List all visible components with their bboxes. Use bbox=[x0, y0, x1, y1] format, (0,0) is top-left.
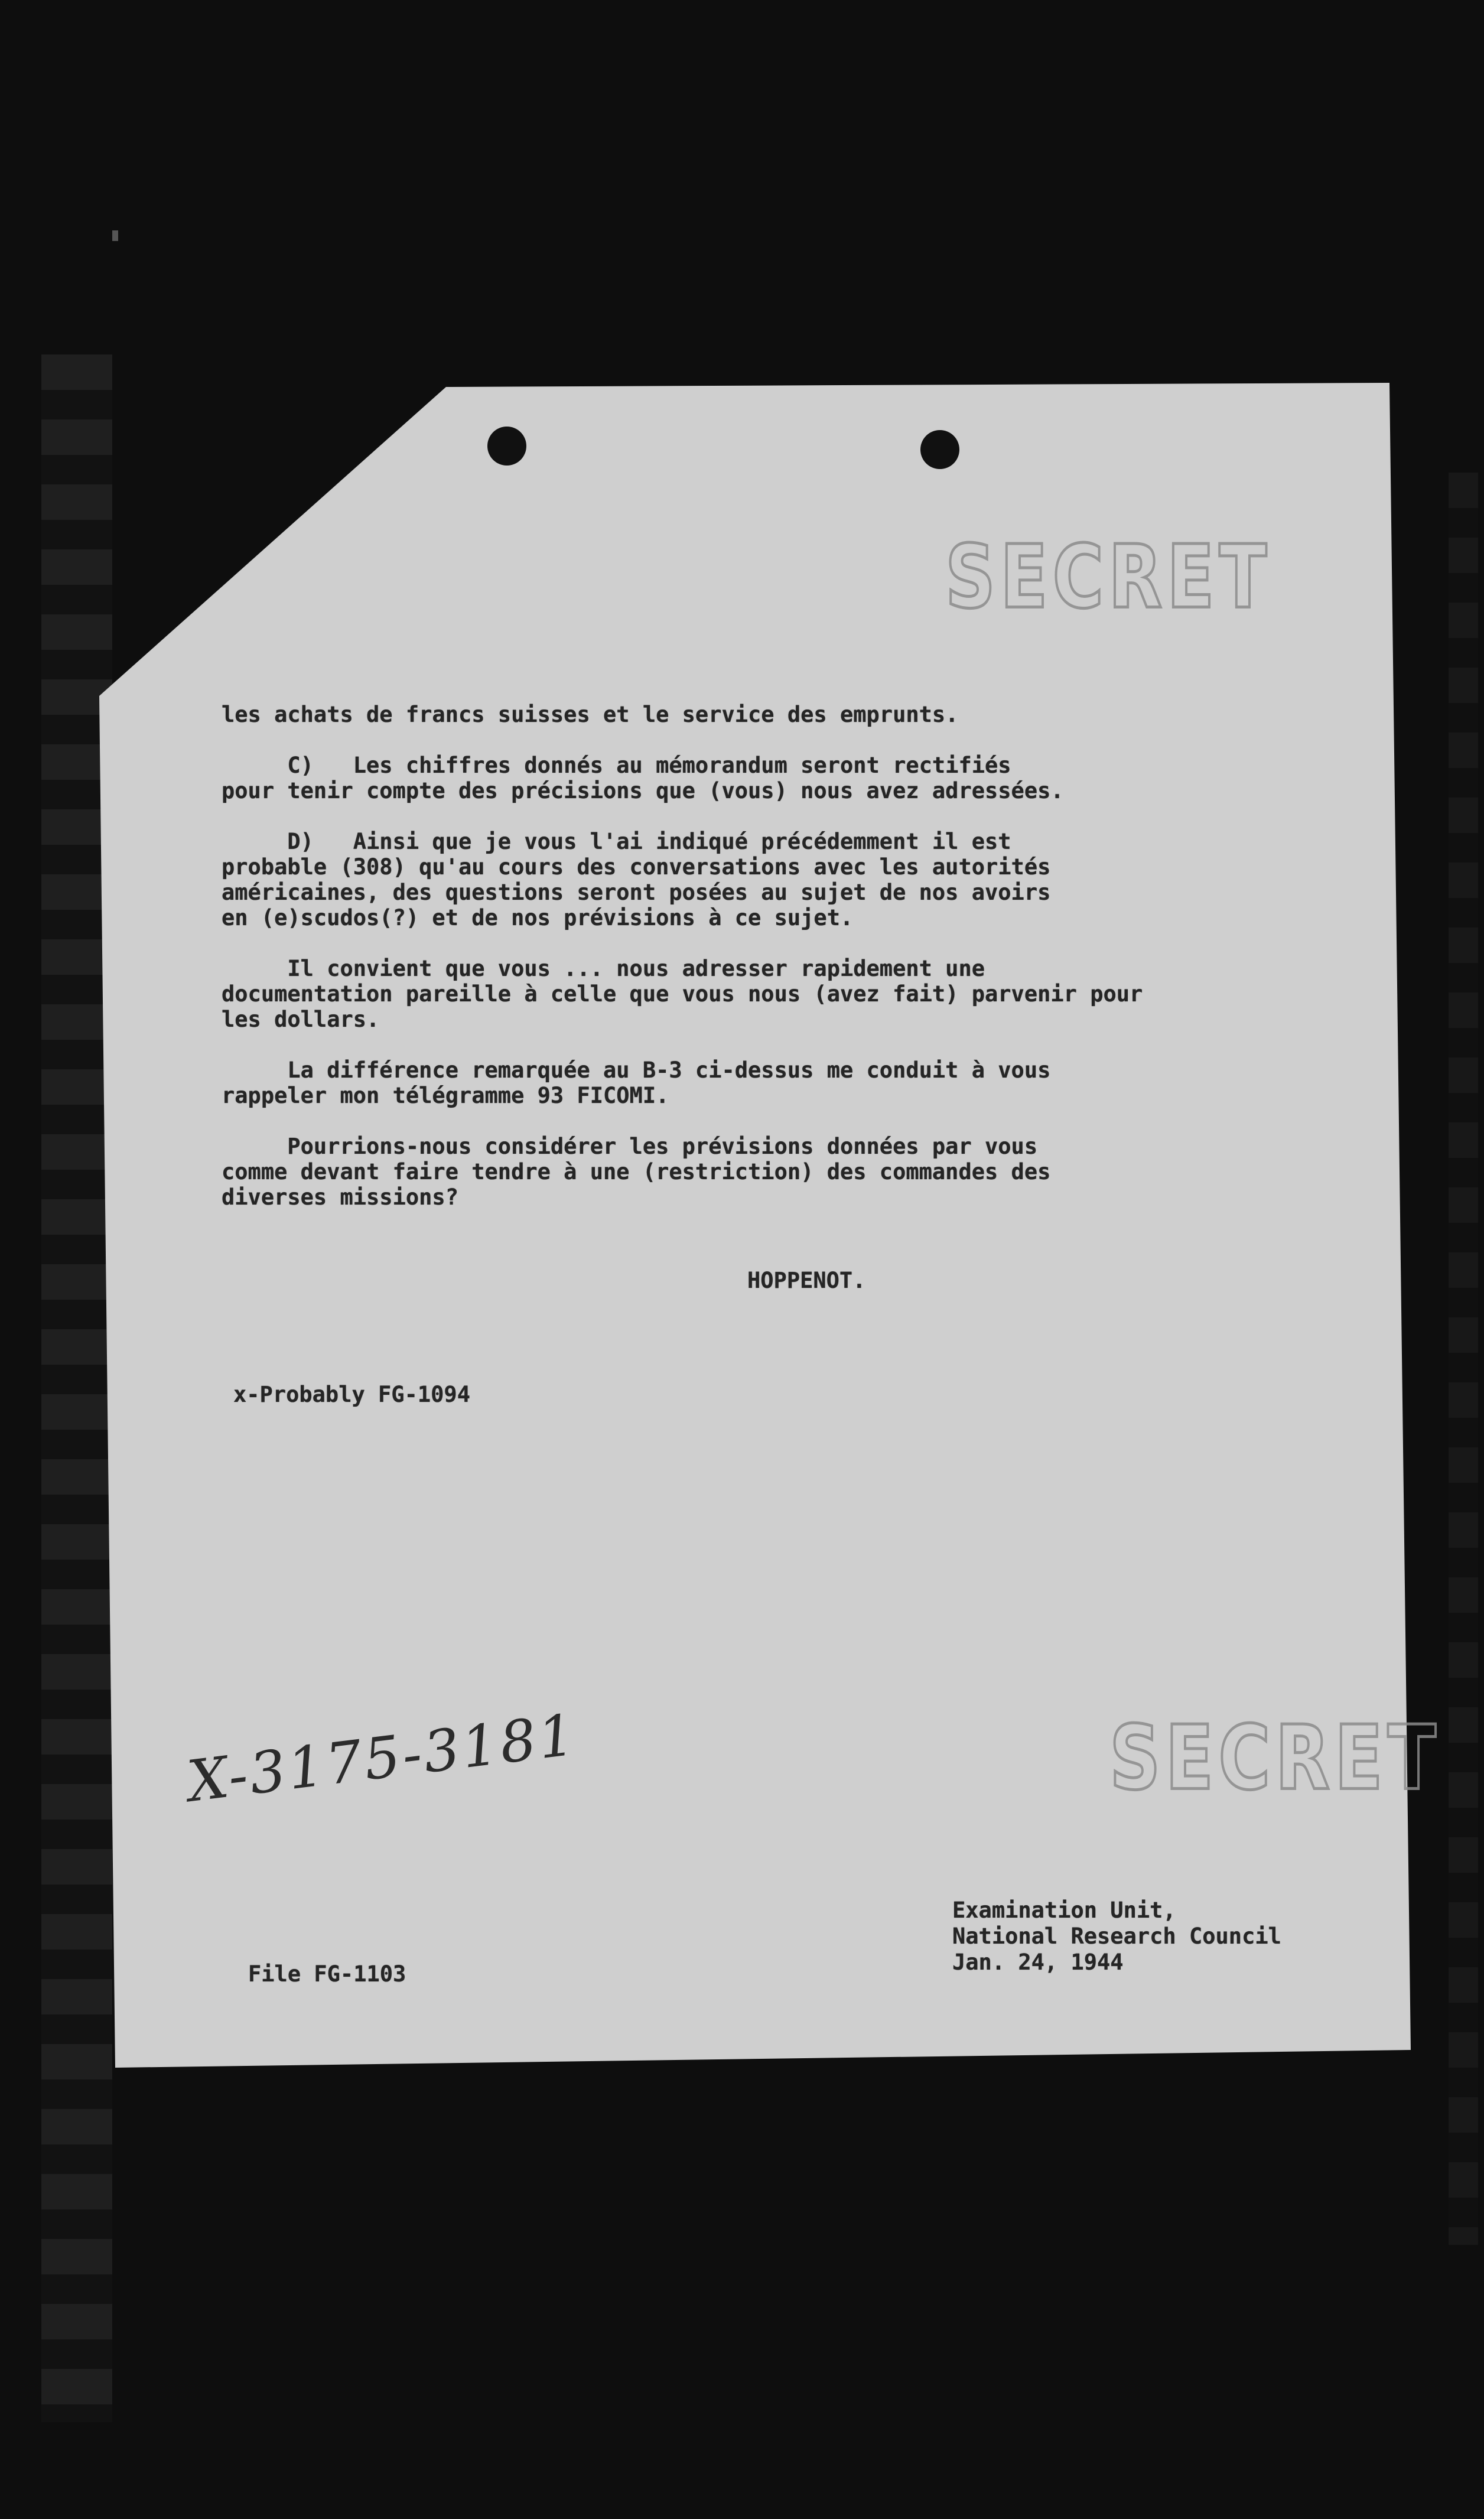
body-line: américaines, des questions seront posées au sujet de nos avoirs bbox=[222, 880, 1051, 905]
body-line: La différence remarquée au B-3 ci-dessus me conduit à vous bbox=[222, 1057, 1051, 1083]
secret-stamp-bottom: SECRET bbox=[1109, 1707, 1441, 1810]
handwritten-reference: X-3175-3181 bbox=[184, 1701, 581, 1815]
footnote: x-Probably FG-1094 bbox=[233, 1382, 470, 1407]
body-line: documentation pareille à celle que vous nous (avez fait) parvenir pour bbox=[222, 981, 1143, 1007]
body-line: rappeler mon télégramme 93 FICOMI. bbox=[222, 1083, 669, 1108]
punch-hole bbox=[920, 430, 959, 469]
attribution-council: National Research Council bbox=[952, 1924, 1281, 1949]
body-line: les achats de francs suisses et le service des emprunts. bbox=[222, 702, 959, 727]
body-line: Pourrions-nous considérer les prévisions données par vous bbox=[222, 1134, 1038, 1159]
body-line: probable (308) qu'au cours des conversations avec les autorités bbox=[222, 854, 1051, 880]
body-line: diverses missions? bbox=[222, 1184, 458, 1210]
secret-stamp-top: SECRET bbox=[945, 526, 1272, 628]
signature: HOPPENOT. bbox=[747, 1268, 866, 1293]
body-line: Il convient que vous ... nous adresser rapidement une bbox=[222, 956, 985, 981]
punch-hole bbox=[487, 427, 526, 466]
attribution-date: Jan. 24, 1944 bbox=[952, 1950, 1124, 1975]
film-edge-left bbox=[41, 354, 112, 2422]
body-line: en (e)scudos(?) et de nos prévisions à ce sujet. bbox=[222, 905, 854, 930]
film-edge-right bbox=[1449, 473, 1478, 2245]
file-reference: File FG-1103 bbox=[248, 1961, 406, 1987]
film-mark bbox=[112, 230, 118, 241]
body-line: comme devant faire tendre à une (restriction) des commandes des bbox=[222, 1159, 1051, 1184]
attribution-unit: Examination Unit, bbox=[952, 1898, 1176, 1923]
body-line: les dollars. bbox=[222, 1007, 380, 1032]
body-line: pour tenir compte des précisions que (vous) nous avez adressées. bbox=[222, 778, 1064, 803]
body-line: D) Ainsi que je vous l'ai indiqué précédemment il est bbox=[222, 829, 1011, 854]
body-line: C) Les chiffres donnés au mémorandum seront rectifiés bbox=[222, 753, 1011, 778]
